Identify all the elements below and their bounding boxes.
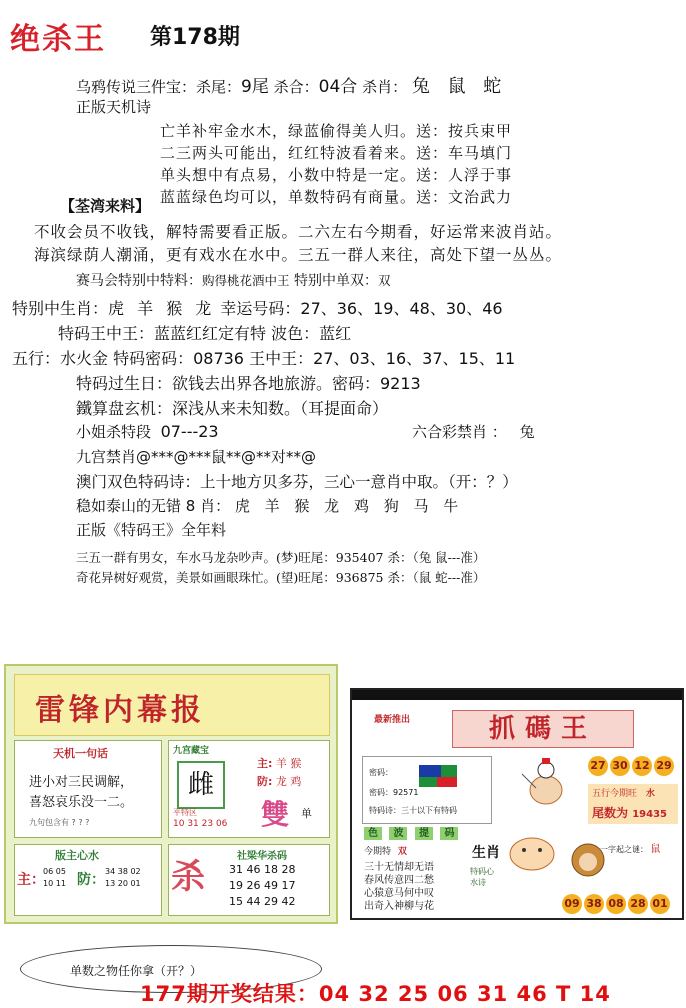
- cartoon-icon: [502, 754, 582, 814]
- jiugong-line: 九宫禁肖@***@***鼠**@**对**@: [76, 448, 317, 466]
- mima-box: [362, 756, 492, 824]
- saima-dd-value: 双: [377, 273, 391, 288]
- zhu-value: 羊 猴: [275, 757, 302, 770]
- yizi-value: 鼠: [650, 844, 661, 855]
- shuang-char: 雙: [261, 798, 290, 831]
- leijun-banner: [14, 674, 330, 736]
- zhuama-panel: [350, 688, 684, 920]
- saima-dd-label: 特别中单双：: [293, 273, 378, 289]
- saima-label: 赛马会特别中特料：: [76, 273, 202, 289]
- fang-value: 龙 鸡: [275, 775, 302, 788]
- zhu-label: 主:: [257, 757, 273, 770]
- top-ball-2: 30: [610, 756, 630, 776]
- wuya-label: 乌鸦传说三件宝：杀尾：: [76, 78, 242, 96]
- saima-line: [76, 270, 390, 290]
- jiugong-card: [168, 740, 330, 838]
- bottom-ball-1: 09: [562, 894, 582, 914]
- shejia-row-1: 31 46 18 28: [229, 863, 296, 876]
- poem-zm-2: 春风传意四二愁: [364, 875, 434, 886]
- poem-zm-1: 三十无情却无语: [364, 862, 434, 873]
- top-ball-1: 27: [588, 756, 608, 776]
- zhu2-b: 10 11: [43, 879, 66, 888]
- aomen-line: 澳门双色特码诗：上十地方贝多芬，三心一意肖中取。（开：？）: [76, 473, 518, 491]
- logo-blue: [419, 765, 441, 777]
- wuhang-box: [588, 784, 678, 824]
- sha-tail: 9尾: [241, 77, 269, 97]
- cat-icon: [502, 830, 562, 874]
- jiugong-title: 九宫藏宝: [173, 746, 210, 756]
- ci-box: 雌: [177, 761, 225, 809]
- shejia-card: [168, 844, 330, 916]
- xiaojie-value: 07---23: [160, 422, 219, 441]
- tiesuan-line: 鐵算盘玄机：深浅从来未知数。（耳提面命）: [76, 399, 389, 418]
- wuhang-value: 水: [645, 789, 655, 799]
- banzhu-label: 版主心水: [55, 849, 99, 862]
- sheng-label: 生肖: [472, 845, 500, 861]
- yizi-row: [600, 840, 661, 855]
- wuhang-row: [592, 786, 655, 799]
- tbzs-label: 特别中生肖：: [12, 299, 109, 318]
- jin-row: [364, 844, 407, 857]
- poem-zm-3: 心猿意马何中叹: [364, 888, 434, 899]
- tag-ma: 码: [440, 827, 458, 840]
- liuhe-value: 兔: [519, 423, 535, 441]
- tianji-label: 天机一句话: [53, 747, 108, 760]
- shejia-row-2: 19 26 49 17: [229, 879, 296, 892]
- page-title: 绝杀王: [10, 22, 106, 57]
- poem-line-1: 亡羊补牢金水木，绿蓝偷得美人归。送：按兵束甲: [160, 122, 513, 140]
- fang-row: [257, 773, 301, 789]
- mima-row: [369, 787, 418, 798]
- tianji-small-row: 九句包含有 ? ? ?: [29, 818, 90, 827]
- tag-bo: 波: [389, 827, 407, 840]
- zhuama-new-label: 最新推出: [374, 715, 411, 725]
- wencuo-label: 稳如泰山的无错 8 肖：: [76, 497, 231, 515]
- shejia-row-3: 15 44 29 42: [229, 895, 296, 908]
- pingte-values: 10 31 23 06: [173, 819, 228, 829]
- issue-number: 第178期: [150, 25, 240, 50]
- poem-line-2: 二三两头可能出，红红特波看着来。送：车马填门: [160, 144, 513, 162]
- paragraph-line-2: 海滨绿荫人潮涌，更有戏水在水中。三五一群人来往，高处下望一丛丛。: [34, 246, 563, 264]
- weishu-value: 19435: [632, 809, 667, 820]
- top-ball-3: 12: [632, 756, 652, 776]
- mima-label-2: 密码：: [369, 788, 393, 797]
- xiaojie-line: [76, 421, 219, 442]
- bottom-ball-5: 01: [650, 894, 670, 914]
- wencuo-line: [76, 495, 463, 516]
- teshi-label: 特码诗：: [369, 806, 401, 815]
- weishu-row: [592, 804, 667, 821]
- cat-illustration: [502, 830, 562, 874]
- leijun-title: 雷锋内幕报: [35, 693, 205, 728]
- tag-ti: 提: [415, 827, 433, 840]
- mimi-label: 特码心水诗: [470, 867, 494, 887]
- mima-label: 密码：: [369, 768, 393, 777]
- pingte-label: 平特区: [173, 808, 197, 817]
- fang2-b: 13 20 01: [105, 879, 141, 888]
- tianji-card: [14, 740, 162, 838]
- dan-char: 单: [301, 807, 312, 820]
- top-ball-4: 29: [654, 756, 674, 776]
- tianji-heading: 正版天机诗: [76, 98, 152, 116]
- guosr-line: 特码过生日：欲钱去出界各地旅游。密码：9213: [76, 374, 421, 393]
- shejia-label: 社梁华杀码: [237, 851, 287, 862]
- tbzs-line: [12, 296, 503, 319]
- sha-char: 杀: [171, 857, 205, 897]
- draw-result: 177期开奖结果：04 32 25 06 31 46 T 14: [140, 982, 611, 1006]
- fang-label: 防:: [257, 775, 273, 788]
- tianji-line-1: 进小对三民调解，: [29, 775, 134, 790]
- tag-row: [364, 824, 458, 839]
- summary-line-1: 三五一群有男女，车水马龙杂吵声。(梦)旺尾：935407 杀：（兔 鼠---准）: [76, 550, 486, 565]
- fang2-a: 34 38 02: [105, 867, 141, 876]
- liuhe-label: 六合彩禁肖 ：: [412, 423, 507, 441]
- zhuama-topbar: [352, 690, 682, 700]
- sha-he: 04合: [318, 77, 358, 97]
- lucky-label: 幸运号码：: [220, 299, 301, 318]
- bottom-ball-2: 38: [584, 894, 604, 914]
- bottom-ball-4: 28: [628, 894, 648, 914]
- zhengban-line: 正版《特码王》全年料: [76, 521, 227, 539]
- tmw-line: 特码王中王：蓝蓝红红定有特 波色：蓝红: [58, 324, 352, 343]
- teshi-row: [369, 805, 457, 816]
- poem-line-4: 蓝蓝绿色均可以，单数特码有商量。送：文治武力: [160, 188, 513, 206]
- quanwan-heading: 【荃湾来料】: [60, 197, 151, 215]
- sha-xiao: 兔 鼠 蛇: [411, 76, 508, 97]
- liuhe-line: [412, 421, 535, 442]
- saima-value: 购得桃花酒中王: [202, 273, 290, 288]
- leijun-panel: [4, 664, 338, 924]
- summary-line-2: 奇花异树好观赏，美景如画眼珠忙。(望)旺尾：936875 杀：（鼠 蛇---准）: [76, 570, 486, 585]
- xiaojie-label: 小姐杀特段: [76, 423, 152, 441]
- poem-zm-4: 出奇入神柳与花: [364, 901, 434, 912]
- teshi-value: 三十以下有特码: [401, 806, 457, 815]
- banzhu-card: [14, 844, 162, 916]
- wencuo-value: 虎 羊 猴 龙 鸡 狗 马 牛: [234, 497, 464, 515]
- sha-xiao-label: 杀肖：: [362, 78, 408, 96]
- jin-value: 双: [397, 847, 407, 857]
- poem-line-3: 单头想中有点易，小数中特是一定。送：人浮于事: [160, 166, 513, 184]
- zhuama-title: 抓碼王: [452, 710, 634, 748]
- bottom-ball-3: 08: [606, 894, 626, 914]
- cloud-text: 单数之物任你拿（开？）: [70, 964, 203, 978]
- lucky-value: 27、36、19、48、30、46: [300, 299, 503, 318]
- fang2-label: 防：: [77, 872, 105, 888]
- mima-value: 92571: [393, 788, 419, 797]
- yizi-label: 一字起之谜：: [600, 845, 648, 854]
- tag-se: 色: [364, 827, 382, 840]
- logo-red: [437, 777, 457, 787]
- jin-label: 今期特: [364, 847, 392, 857]
- wuya-line: [76, 72, 507, 98]
- donkey-illustration: [502, 754, 582, 814]
- tianji-line-2: 喜怒哀乐没一二。: [29, 795, 134, 810]
- paragraph-line-1: 不收会员不收钱，解特需要看正版。二六左右今期看，好运常来波肖站。: [34, 223, 563, 241]
- zhu2-a: 06 05: [43, 867, 66, 876]
- zhu-row: [257, 755, 301, 771]
- wuhang-label: 五行今期旺: [592, 789, 638, 799]
- tbzs-value: 虎 羊 猴 龙: [108, 299, 216, 318]
- weishu-label: 尾数为: [592, 806, 629, 820]
- sha-he-label: 杀合：: [273, 78, 319, 96]
- wuxing-line: 五行：水火金 特码密码：08736 王中王：27、03、16、37、15、11: [12, 349, 516, 368]
- zhu2-label: 主：: [17, 872, 45, 888]
